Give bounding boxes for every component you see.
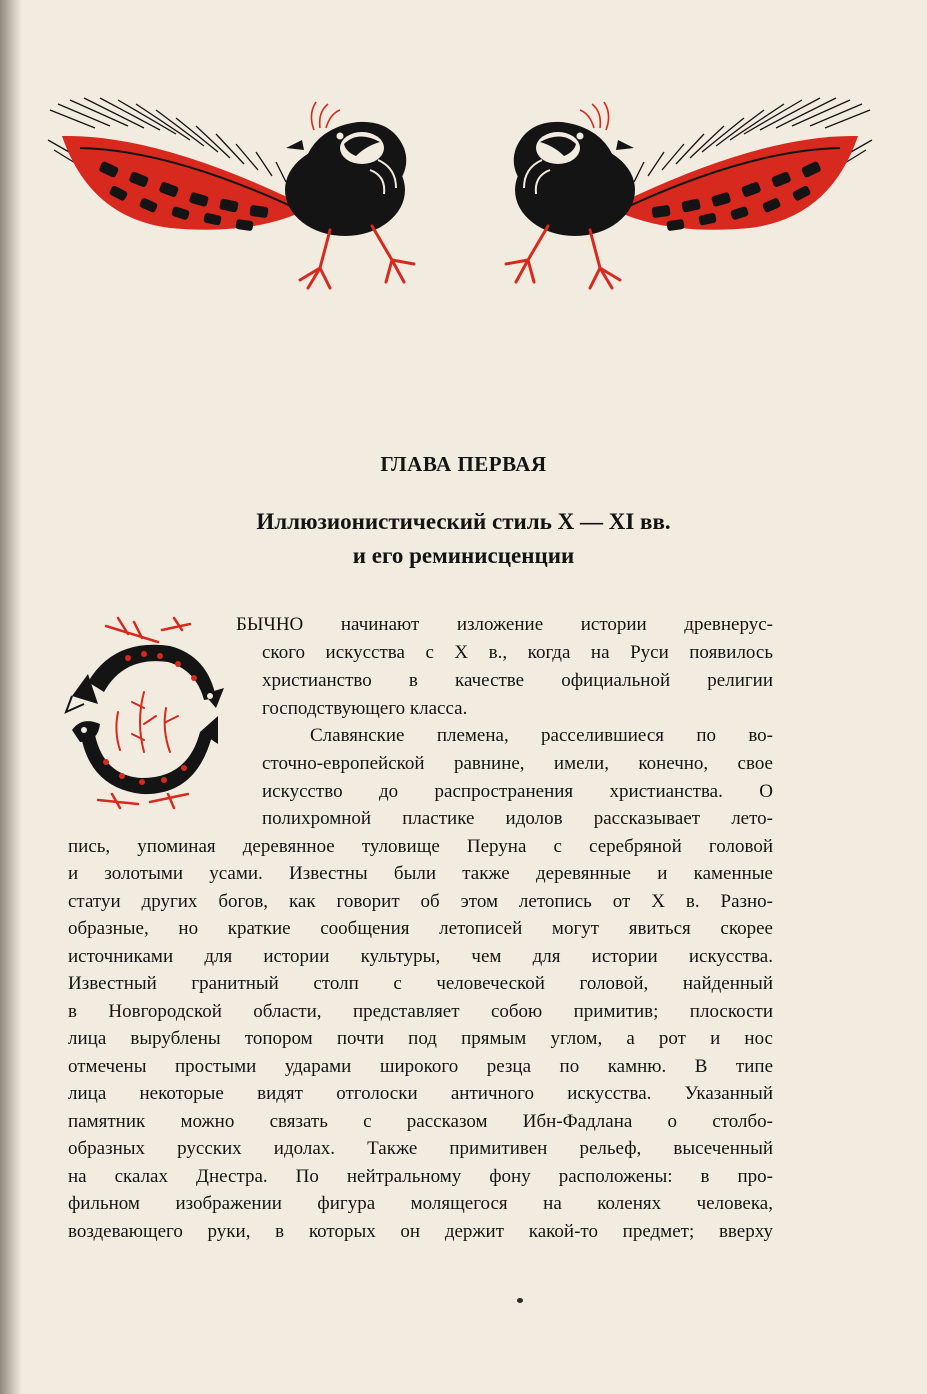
text-line: господствующего класса. <box>262 698 468 719</box>
text-line: образные, но краткие сообщения летописей могут явиться скорее <box>68 918 773 939</box>
text-line: в Новгородской области, представляет собою примитив; плоскости <box>68 1001 773 1022</box>
chapter-title-line-1: Иллюзионистический стиль X — XI вв. <box>256 509 671 534</box>
text-line: и золотыми усами. Известны были также деревянные и каменные <box>68 863 773 884</box>
text-line: образных русских идолах. Также примитивен рельеф, высеченный <box>68 1138 773 1159</box>
text-line: ского искусства с X в., когда на Руси появилось <box>262 642 773 663</box>
two-birds-headpiece <box>40 80 880 295</box>
text-line: пись, упоминая деревянное туловище Перуна с серебряной головой <box>68 836 773 857</box>
text-line: отмечены простыми ударами широкого резца по камню. В типе <box>68 1056 773 1077</box>
book-spine-shadow <box>0 0 22 1394</box>
text-line: памятник можно связать с рассказом Ибн-Фадлана о столбо- <box>68 1111 773 1132</box>
text-line: лица некоторые видят отголоски античного искусства. Указанный <box>68 1083 773 1104</box>
ink-speck <box>517 1298 523 1303</box>
text-line: христианство в качестве официальной религии <box>262 670 773 691</box>
chapter-heading: ГЛАВА ПЕРВАЯ <box>380 452 547 476</box>
ornamental-initial-o <box>58 612 228 812</box>
text-line: Славянские племена, расселившиеся по во- <box>310 725 773 746</box>
chapter-title <box>0 505 927 573</box>
text-line: искусство до распространения христианства. О <box>262 781 773 802</box>
text-line: источниками для истории культуры, чем для истории искусства. <box>68 946 773 967</box>
text-line: фильном изображении фигура молящегося на коленях человека, <box>68 1193 773 1214</box>
text-line: на скалах Днестра. По нейтральному фону расположены: в про- <box>68 1166 773 1187</box>
text-line: воздевающего руки, в которых он держит какой-то предмет; вверху <box>68 1221 773 1242</box>
text-line: статуи других богов, как говорит об этом летопись от X в. Разно- <box>68 891 773 912</box>
text-line: сточно-европейской равнине, имели, конечно, свое <box>262 753 773 774</box>
text-line: Известный гранитный столп с человеческой головой, найденный <box>68 973 773 994</box>
text-line: лица вырублены топором почти под прямым углом, а рот и нос <box>68 1028 773 1049</box>
text-line: БЫЧНО начинают изложение истории древнерус- <box>236 614 773 635</box>
chapter-title-line-2: и его реминисценции <box>352 543 575 568</box>
text-line: полихромной пластике идолов рассказывает лето- <box>262 808 773 829</box>
